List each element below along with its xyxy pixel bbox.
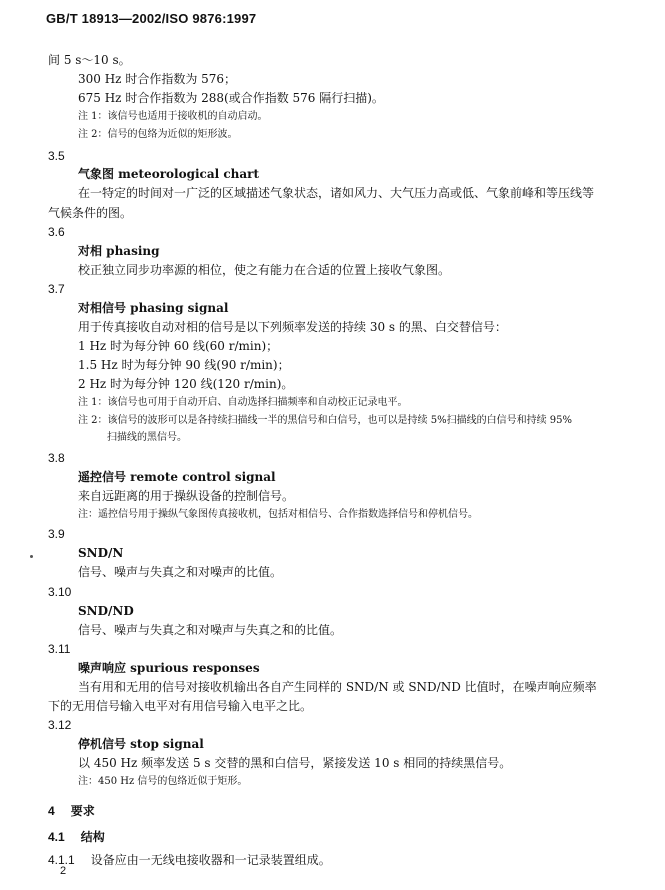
note-line: 注：遥控信号用于操纵气象图传真接收机，包括对相信号、合作指数选择信号和停机信号。 <box>78 509 478 520</box>
subsection-heading <box>48 831 105 843</box>
section-title: 要求 <box>70 804 95 818</box>
clause-number: 3.10 <box>48 585 72 599</box>
note-line: 扫描线的黑信号。 <box>107 432 187 443</box>
clause-number: 3.8 <box>48 451 65 465</box>
definition-line: 气候条件的图。 <box>48 206 133 220</box>
definition-line: 当有用和无用的信号对接收机输出各自产生同样的 SND/N 或 SND/ND 比值时，在噪声响应频率 <box>78 680 597 694</box>
definition-line: 1.5 Hz 时为每分钟 90 线(90 r/min)； <box>78 358 290 372</box>
note-line: 注 2：该信号的波形可以是各持续扫描线一半的黑信号和白信号，也可以是持续 5%扫描线的白信号和持续 95% <box>78 415 572 426</box>
note-line: 注 1：该信号也适用于接收机的自动启动。 <box>78 111 268 122</box>
note-line: 注 2：信号的包络为近似的矩形波。 <box>78 129 238 140</box>
term-title: 气象图 meteorological chart <box>78 167 260 181</box>
section-number: 4.1 <box>48 830 65 844</box>
term-title: 对相 phasing <box>78 244 160 258</box>
text-line: 300 Hz 时合作指数为 576； <box>78 72 237 86</box>
term-title: 停机信号 stop signal <box>78 737 204 751</box>
definition-line: 1 Hz 时为每分钟 60 线(60 r/min)； <box>78 339 279 353</box>
scan-mark <box>30 555 33 558</box>
definition-line: 校正独立同步功率源的相位，使之有能力在合适的位置上接收气象图。 <box>78 263 451 277</box>
definition-line: 2 Hz 时为每分钟 120 线(120 r/min)。 <box>78 377 294 391</box>
term-title: SND/N <box>78 546 124 560</box>
clause-line <box>48 851 331 867</box>
clause-number: 3.12 <box>48 718 72 732</box>
text-line: 675 Hz 时合作指数为 288(或合作指数 576 隔行扫描)。 <box>78 91 384 105</box>
clause-text: 设备应由一无线电接收器和一记录装置组成。 <box>90 853 331 867</box>
clause-number: 3.5 <box>48 149 65 163</box>
clause-number: 3.7 <box>48 282 65 296</box>
note-line: 注：450 Hz 信号的包络近似于矩形。 <box>78 776 248 787</box>
section-heading <box>48 805 95 817</box>
section-title: 结构 <box>80 830 105 844</box>
standard-header: GB/T 18913—2002/ISO 9876:1997 <box>46 11 257 26</box>
clause-number: 3.11 <box>48 642 71 656</box>
section-number: 4.1.1 <box>48 853 75 867</box>
definition-line: 在一特定的时间对一广泛的区域描述气象状态，诸如风力、大气压力高或低、气象前峰和等压线等 <box>78 186 595 200</box>
clause-number: 3.6 <box>48 225 65 239</box>
section-number: 4 <box>48 804 55 818</box>
definition-line: 来自远距离的用于操纵设备的控制信号。 <box>78 489 295 503</box>
definition-line: 下的无用信号输入电平对有用信号输入电平之比。 <box>48 699 313 713</box>
definition-line: 以 450 Hz 频率发送 5 s 交替的黑和白信号，紧接发送 10 s 相同的持续黑信号。 <box>78 756 512 770</box>
definition-line: 用于传真接收自动对相的信号是以下列频率发送的持续 30 s 的黑、白交替信号： <box>78 320 507 334</box>
term-title: 对相信号 phasing signal <box>78 301 229 315</box>
page-number: 2 <box>60 865 67 877</box>
term-title: 噪声响应 spurious responses <box>78 661 260 675</box>
term-title: 遥控信号 remote control signal <box>78 470 276 484</box>
clause-number: 3.9 <box>48 527 65 541</box>
definition-line: 信号、噪声与失真之和对噪声的比值。 <box>78 565 283 579</box>
term-title: SND/ND <box>78 604 134 618</box>
note-line: 注 1：该信号也可用于自动开启、自动选择扫描频率和自动校正记录电平。 <box>78 397 408 408</box>
definition-line: 信号、噪声与失真之和对噪声与失真之和的比值。 <box>78 623 343 637</box>
text-line: 间 5 s～10 s。 <box>48 53 131 67</box>
